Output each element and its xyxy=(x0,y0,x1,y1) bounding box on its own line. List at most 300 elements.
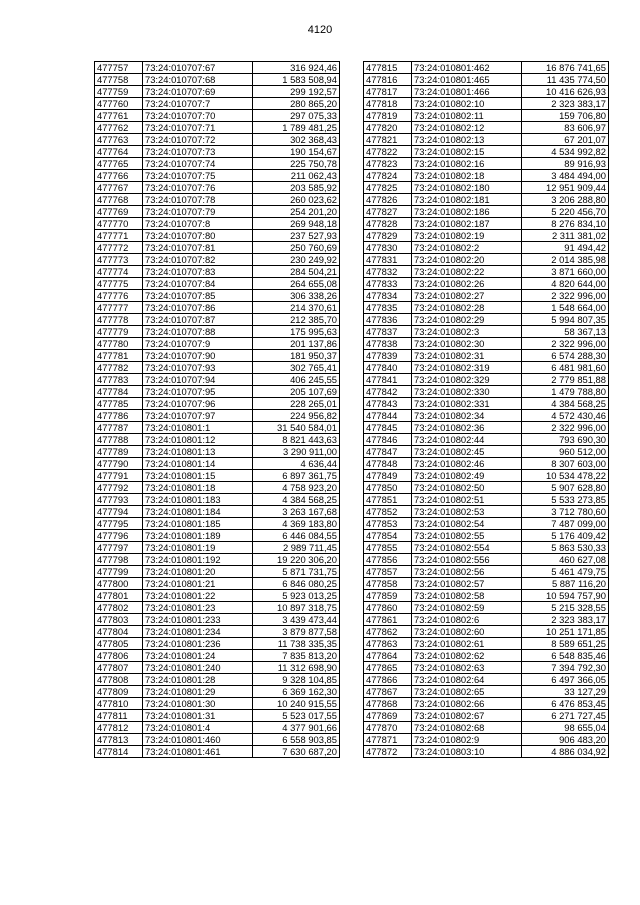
row-number-cell: 477806 xyxy=(95,650,143,662)
value-cell: 6 897 361,75 xyxy=(253,470,340,482)
cadastral-number-cell: 73:24:010802:30 xyxy=(412,338,522,350)
table-row xyxy=(95,410,340,422)
table-row xyxy=(364,218,609,230)
row-number-cell: 477866 xyxy=(364,674,412,686)
table-row xyxy=(95,698,340,710)
value-cell: 5 907 628,80 xyxy=(522,482,609,494)
cadastral-number-cell: 73:24:010802:556 xyxy=(412,554,522,566)
value-cell: 201 137,86 xyxy=(253,338,340,350)
row-number-cell: 477855 xyxy=(364,542,412,554)
row-number-cell: 477780 xyxy=(95,338,143,350)
row-number-cell: 477854 xyxy=(364,530,412,542)
value-cell: 10 897 318,75 xyxy=(253,602,340,614)
table-row xyxy=(364,278,609,290)
value-cell: 906 483,20 xyxy=(522,734,609,746)
table-row xyxy=(364,542,609,554)
cadastral-number-cell: 73:24:010802:28 xyxy=(412,302,522,314)
row-number-cell: 477784 xyxy=(95,386,143,398)
cadastral-number-cell: 73:24:010801:18 xyxy=(143,482,253,494)
table-row xyxy=(364,446,609,458)
cadastral-number-cell: 73:24:010802:3 xyxy=(412,326,522,338)
cadastral-number-cell: 73:24:010802:53 xyxy=(412,506,522,518)
cadastral-number-cell: 73:24:010802:12 xyxy=(412,122,522,134)
value-cell: 230 249,92 xyxy=(253,254,340,266)
cadastral-number-cell: 73:24:010802:18 xyxy=(412,170,522,182)
row-number-cell: 477839 xyxy=(364,350,412,362)
cadastral-number-cell: 73:24:010707:85 xyxy=(143,290,253,302)
value-cell: 316 924,46 xyxy=(253,62,340,74)
registry-table-right-body xyxy=(364,62,609,758)
value-cell: 67 201,07 xyxy=(522,134,609,146)
row-number-cell: 477788 xyxy=(95,434,143,446)
cadastral-number-cell: 73:24:010802:34 xyxy=(412,410,522,422)
value-cell: 4 377 901,66 xyxy=(253,722,340,734)
cadastral-number-cell: 73:24:010707:67 xyxy=(143,62,253,74)
value-cell: 181 950,37 xyxy=(253,350,340,362)
row-number-cell: 477840 xyxy=(364,362,412,374)
row-number-cell: 477865 xyxy=(364,662,412,674)
row-number-cell: 477856 xyxy=(364,554,412,566)
table-row xyxy=(95,434,340,446)
value-cell: 205 107,69 xyxy=(253,386,340,398)
row-number-cell: 477803 xyxy=(95,614,143,626)
cadastral-number-cell: 73:24:010801:189 xyxy=(143,530,253,542)
cadastral-number-cell: 73:24:010802:329 xyxy=(412,374,522,386)
value-cell: 8 821 443,63 xyxy=(253,434,340,446)
row-number-cell: 477785 xyxy=(95,398,143,410)
table-row xyxy=(95,674,340,686)
table-row xyxy=(364,182,609,194)
table-row xyxy=(95,326,340,338)
cadastral-number-cell: 73:24:010802:54 xyxy=(412,518,522,530)
table-row xyxy=(364,530,609,542)
table-row xyxy=(364,110,609,122)
cadastral-number-cell: 73:24:010707:94 xyxy=(143,374,253,386)
table-row xyxy=(364,686,609,698)
table-row xyxy=(95,446,340,458)
value-cell: 1 583 508,94 xyxy=(253,74,340,86)
value-cell: 9 328 104,85 xyxy=(253,674,340,686)
row-number-cell: 477821 xyxy=(364,134,412,146)
cadastral-number-cell: 73:24:010707:76 xyxy=(143,182,253,194)
cadastral-number-cell: 73:24:010801:28 xyxy=(143,674,253,686)
value-cell: 6 574 288,30 xyxy=(522,350,609,362)
row-number-cell: 477776 xyxy=(95,290,143,302)
value-cell: 211 062,43 xyxy=(253,170,340,182)
table-row xyxy=(364,62,609,74)
row-number-cell: 477871 xyxy=(364,734,412,746)
value-cell: 6 481 981,60 xyxy=(522,362,609,374)
value-cell: 7 835 813,20 xyxy=(253,650,340,662)
row-number-cell: 477766 xyxy=(95,170,143,182)
table-row xyxy=(364,566,609,578)
value-cell: 175 995,63 xyxy=(253,326,340,338)
row-number-cell: 477786 xyxy=(95,410,143,422)
value-cell: 284 504,21 xyxy=(253,266,340,278)
row-number-cell: 477834 xyxy=(364,290,412,302)
cadastral-number-cell: 73:24:010802:49 xyxy=(412,470,522,482)
table-row xyxy=(95,710,340,722)
table-row xyxy=(95,338,340,350)
value-cell: 159 706,80 xyxy=(522,110,609,122)
table-row xyxy=(364,470,609,482)
row-number-cell: 477807 xyxy=(95,662,143,674)
value-cell: 2 323 383,17 xyxy=(522,98,609,110)
table-row xyxy=(364,434,609,446)
row-number-cell: 477869 xyxy=(364,710,412,722)
table-row xyxy=(364,554,609,566)
row-number-cell: 477761 xyxy=(95,110,143,122)
table-row xyxy=(364,578,609,590)
row-number-cell: 477850 xyxy=(364,482,412,494)
value-cell: 6 271 727,45 xyxy=(522,710,609,722)
table-row xyxy=(364,350,609,362)
table-row xyxy=(95,86,340,98)
row-number-cell: 477852 xyxy=(364,506,412,518)
cadastral-number-cell: 73:24:010802:27 xyxy=(412,290,522,302)
table-row xyxy=(95,494,340,506)
cadastral-number-cell: 73:24:010802:46 xyxy=(412,458,522,470)
row-number-cell: 477818 xyxy=(364,98,412,110)
row-number-cell: 477867 xyxy=(364,686,412,698)
table-row xyxy=(364,410,609,422)
row-number-cell: 477801 xyxy=(95,590,143,602)
value-cell: 297 075,33 xyxy=(253,110,340,122)
value-cell: 98 655,04 xyxy=(522,722,609,734)
value-cell: 190 154,67 xyxy=(253,146,340,158)
row-number-cell: 477819 xyxy=(364,110,412,122)
row-number-cell: 477797 xyxy=(95,542,143,554)
value-cell: 5 994 807,35 xyxy=(522,314,609,326)
value-cell: 4 534 992,82 xyxy=(522,146,609,158)
table-row xyxy=(364,650,609,662)
registry-table-left-body xyxy=(95,62,340,758)
value-cell: 6 446 084,55 xyxy=(253,530,340,542)
row-number-cell: 477793 xyxy=(95,494,143,506)
value-cell: 58 367,13 xyxy=(522,326,609,338)
row-number-cell: 477860 xyxy=(364,602,412,614)
row-number-cell: 477830 xyxy=(364,242,412,254)
value-cell: 5 461 479,75 xyxy=(522,566,609,578)
cadastral-number-cell: 73:24:010707:97 xyxy=(143,410,253,422)
table-row xyxy=(364,494,609,506)
row-number-cell: 477772 xyxy=(95,242,143,254)
row-number-cell: 477841 xyxy=(364,374,412,386)
cadastral-number-cell: 73:24:010802:51 xyxy=(412,494,522,506)
cadastral-number-cell: 73:24:010802:186 xyxy=(412,206,522,218)
row-number-cell: 477844 xyxy=(364,410,412,422)
row-number-cell: 477775 xyxy=(95,278,143,290)
value-cell: 306 338,26 xyxy=(253,290,340,302)
table-row xyxy=(364,230,609,242)
cadastral-number-cell: 73:24:010802:22 xyxy=(412,266,522,278)
table-row xyxy=(95,626,340,638)
row-number-cell: 477814 xyxy=(95,746,143,758)
cadastral-number-cell: 73:24:010707:9 xyxy=(143,338,253,350)
cadastral-number-cell: 73:24:010801:466 xyxy=(412,86,522,98)
table-row xyxy=(364,662,609,674)
row-number-cell: 477837 xyxy=(364,326,412,338)
table-row xyxy=(95,314,340,326)
value-cell: 260 023,62 xyxy=(253,194,340,206)
value-cell: 2 311 381,02 xyxy=(522,230,609,242)
row-number-cell: 477825 xyxy=(364,182,412,194)
row-number-cell: 477862 xyxy=(364,626,412,638)
row-number-cell: 477790 xyxy=(95,458,143,470)
table-row xyxy=(364,518,609,530)
value-cell: 4 636,44 xyxy=(253,458,340,470)
cadastral-number-cell: 73:24:010802:36 xyxy=(412,422,522,434)
cadastral-number-cell: 73:24:010801:185 xyxy=(143,518,253,530)
row-number-cell: 477842 xyxy=(364,386,412,398)
table-row xyxy=(95,158,340,170)
cadastral-number-cell: 73:24:010802:554 xyxy=(412,542,522,554)
value-cell: 31 540 584,01 xyxy=(253,422,340,434)
table-row xyxy=(95,218,340,230)
value-cell: 3 871 660,00 xyxy=(522,266,609,278)
cadastral-number-cell: 73:24:010707:86 xyxy=(143,302,253,314)
table-row xyxy=(95,266,340,278)
value-cell: 3 290 911,00 xyxy=(253,446,340,458)
cadastral-number-cell: 73:24:010802:55 xyxy=(412,530,522,542)
table-row xyxy=(95,362,340,374)
row-number-cell: 477779 xyxy=(95,326,143,338)
table-row xyxy=(364,626,609,638)
table-row xyxy=(95,554,340,566)
cadastral-number-cell: 73:24:010802:65 xyxy=(412,686,522,698)
row-number-cell: 477810 xyxy=(95,698,143,710)
table-row xyxy=(364,254,609,266)
row-number-cell: 477802 xyxy=(95,602,143,614)
table-row xyxy=(95,386,340,398)
table-row xyxy=(95,122,340,134)
table-row xyxy=(364,134,609,146)
value-cell: 5 863 530,33 xyxy=(522,542,609,554)
table-row xyxy=(364,170,609,182)
row-number-cell: 477798 xyxy=(95,554,143,566)
row-number-cell: 477781 xyxy=(95,350,143,362)
table-row xyxy=(95,182,340,194)
cadastral-number-cell: 73:24:010802:31 xyxy=(412,350,522,362)
cadastral-number-cell: 73:24:010801:4 xyxy=(143,722,253,734)
row-number-cell: 477796 xyxy=(95,530,143,542)
cadastral-number-cell: 73:24:010801:23 xyxy=(143,602,253,614)
row-number-cell: 477853 xyxy=(364,518,412,530)
table-row xyxy=(364,86,609,98)
value-cell: 225 750,78 xyxy=(253,158,340,170)
table-row xyxy=(95,170,340,182)
table-row xyxy=(95,614,340,626)
row-number-cell: 477827 xyxy=(364,206,412,218)
cadastral-number-cell: 73:24:010707:79 xyxy=(143,206,253,218)
row-number-cell: 477777 xyxy=(95,302,143,314)
cadastral-number-cell: 73:24:010802:10 xyxy=(412,98,522,110)
cadastral-number-cell: 73:24:010802:61 xyxy=(412,638,522,650)
cadastral-number-cell: 73:24:010801:460 xyxy=(143,734,253,746)
value-cell: 7 394 792,30 xyxy=(522,662,609,674)
cadastral-number-cell: 73:24:010801:30 xyxy=(143,698,253,710)
cadastral-number-cell: 73:24:010801:20 xyxy=(143,566,253,578)
table-row xyxy=(364,326,609,338)
value-cell: 1 789 481,25 xyxy=(253,122,340,134)
value-cell: 2 322 996,00 xyxy=(522,422,609,434)
row-number-cell: 477812 xyxy=(95,722,143,734)
value-cell: 33 127,29 xyxy=(522,686,609,698)
value-cell: 3 879 877,58 xyxy=(253,626,340,638)
cadastral-number-cell: 73:24:010801:14 xyxy=(143,458,253,470)
cadastral-number-cell: 73:24:010802:63 xyxy=(412,662,522,674)
value-cell: 6 497 366,05 xyxy=(522,674,609,686)
value-cell: 8 589 651,25 xyxy=(522,638,609,650)
cadastral-number-cell: 73:24:010802:44 xyxy=(412,434,522,446)
table-row xyxy=(95,650,340,662)
cadastral-number-cell: 73:24:010801:13 xyxy=(143,446,253,458)
table-row xyxy=(364,362,609,374)
table-row xyxy=(95,374,340,386)
value-cell: 237 527,93 xyxy=(253,230,340,242)
cadastral-number-cell: 73:24:010707:70 xyxy=(143,110,253,122)
cadastral-number-cell: 73:24:010802:11 xyxy=(412,110,522,122)
row-number-cell: 477824 xyxy=(364,170,412,182)
value-cell: 5 523 017,55 xyxy=(253,710,340,722)
row-number-cell: 477764 xyxy=(95,146,143,158)
row-number-cell: 477858 xyxy=(364,578,412,590)
value-cell: 4 886 034,92 xyxy=(522,746,609,758)
value-cell: 2 322 996,00 xyxy=(522,290,609,302)
cadastral-number-cell: 73:24:010802:64 xyxy=(412,674,522,686)
value-cell: 460 627,08 xyxy=(522,554,609,566)
row-number-cell: 477816 xyxy=(364,74,412,86)
table-row xyxy=(95,230,340,242)
row-number-cell: 477768 xyxy=(95,194,143,206)
row-number-cell: 477817 xyxy=(364,86,412,98)
value-cell: 2 014 385,98 xyxy=(522,254,609,266)
cadastral-number-cell: 73:24:010801:19 xyxy=(143,542,253,554)
row-number-cell: 477770 xyxy=(95,218,143,230)
cadastral-number-cell: 73:24:010801:236 xyxy=(143,638,253,650)
table-row xyxy=(364,614,609,626)
row-number-cell: 477846 xyxy=(364,434,412,446)
value-cell: 2 989 711,45 xyxy=(253,542,340,554)
cadastral-number-cell: 73:24:010707:75 xyxy=(143,170,253,182)
row-number-cell: 477835 xyxy=(364,302,412,314)
value-cell: 6 558 903,85 xyxy=(253,734,340,746)
table-row xyxy=(95,638,340,650)
value-cell: 7 630 687,20 xyxy=(253,746,340,758)
row-number-cell: 477794 xyxy=(95,506,143,518)
cadastral-number-cell: 73:24:010707:81 xyxy=(143,242,253,254)
cadastral-number-cell: 73:24:010802:6 xyxy=(412,614,522,626)
value-cell: 793 690,30 xyxy=(522,434,609,446)
row-number-cell: 477804 xyxy=(95,626,143,638)
cadastral-number-cell: 73:24:010802:26 xyxy=(412,278,522,290)
value-cell: 4 384 568,25 xyxy=(522,398,609,410)
table-row xyxy=(364,734,609,746)
cadastral-number-cell: 73:24:010802:9 xyxy=(412,734,522,746)
row-number-cell: 477838 xyxy=(364,338,412,350)
row-number-cell: 477849 xyxy=(364,470,412,482)
value-cell: 8 276 834,10 xyxy=(522,218,609,230)
row-number-cell: 477861 xyxy=(364,614,412,626)
table-row xyxy=(95,194,340,206)
value-cell: 214 370,61 xyxy=(253,302,340,314)
value-cell: 5 533 273,85 xyxy=(522,494,609,506)
cadastral-number-cell: 73:24:010707:78 xyxy=(143,194,253,206)
value-cell: 10 594 757,90 xyxy=(522,590,609,602)
value-cell: 4 820 644,00 xyxy=(522,278,609,290)
cadastral-number-cell: 73:24:010802:19 xyxy=(412,230,522,242)
cadastral-number-cell: 73:24:010707:83 xyxy=(143,266,253,278)
table-row xyxy=(95,74,340,86)
cadastral-number-cell: 73:24:010802:50 xyxy=(412,482,522,494)
cadastral-number-cell: 73:24:010801:192 xyxy=(143,554,253,566)
table-row xyxy=(95,278,340,290)
row-number-cell: 477828 xyxy=(364,218,412,230)
table-row xyxy=(95,566,340,578)
cadastral-number-cell: 73:24:010802:187 xyxy=(412,218,522,230)
table-row xyxy=(95,482,340,494)
table-row xyxy=(95,602,340,614)
cadastral-number-cell: 73:24:010801:29 xyxy=(143,686,253,698)
cadastral-number-cell: 73:24:010801:462 xyxy=(412,62,522,74)
value-cell: 3 439 473,44 xyxy=(253,614,340,626)
cadastral-number-cell: 73:24:010707:8 xyxy=(143,218,253,230)
value-cell: 8 307 603,00 xyxy=(522,458,609,470)
cadastral-number-cell: 73:24:010802:319 xyxy=(412,362,522,374)
cadastral-number-cell: 73:24:010801:234 xyxy=(143,626,253,638)
cadastral-number-cell: 73:24:010801:184 xyxy=(143,506,253,518)
cadastral-number-cell: 73:24:010707:95 xyxy=(143,386,253,398)
row-number-cell: 477783 xyxy=(95,374,143,386)
table-row xyxy=(364,338,609,350)
table-row xyxy=(95,206,340,218)
row-number-cell: 477789 xyxy=(95,446,143,458)
cadastral-number-cell: 73:24:010801:21 xyxy=(143,578,253,590)
table-row xyxy=(364,266,609,278)
table-row xyxy=(364,602,609,614)
row-number-cell: 477787 xyxy=(95,422,143,434)
value-cell: 302 368,43 xyxy=(253,134,340,146)
row-number-cell: 477773 xyxy=(95,254,143,266)
table-row xyxy=(364,386,609,398)
table-row xyxy=(95,746,340,758)
value-cell: 11 312 698,90 xyxy=(253,662,340,674)
row-number-cell: 477799 xyxy=(95,566,143,578)
row-number-cell: 477795 xyxy=(95,518,143,530)
table-row xyxy=(95,734,340,746)
value-cell: 280 865,20 xyxy=(253,98,340,110)
cadastral-number-cell: 73:24:010707:93 xyxy=(143,362,253,374)
value-cell: 5 871 731,75 xyxy=(253,566,340,578)
row-number-cell: 477767 xyxy=(95,182,143,194)
table-row xyxy=(95,290,340,302)
row-number-cell: 477864 xyxy=(364,650,412,662)
value-cell: 203 585,92 xyxy=(253,182,340,194)
table-row xyxy=(95,590,340,602)
table-row xyxy=(95,110,340,122)
cadastral-number-cell: 73:24:010803:10 xyxy=(412,746,522,758)
cadastral-number-cell: 73:24:010802:16 xyxy=(412,158,522,170)
cadastral-number-cell: 73:24:010802:62 xyxy=(412,650,522,662)
row-number-cell: 477805 xyxy=(95,638,143,650)
row-number-cell: 477813 xyxy=(95,734,143,746)
value-cell: 224 956,82 xyxy=(253,410,340,422)
cadastral-number-cell: 73:24:010707:80 xyxy=(143,230,253,242)
row-number-cell: 477791 xyxy=(95,470,143,482)
row-number-cell: 477757 xyxy=(95,62,143,74)
value-cell: 1 479 788,80 xyxy=(522,386,609,398)
value-cell: 11 435 774,50 xyxy=(522,74,609,86)
